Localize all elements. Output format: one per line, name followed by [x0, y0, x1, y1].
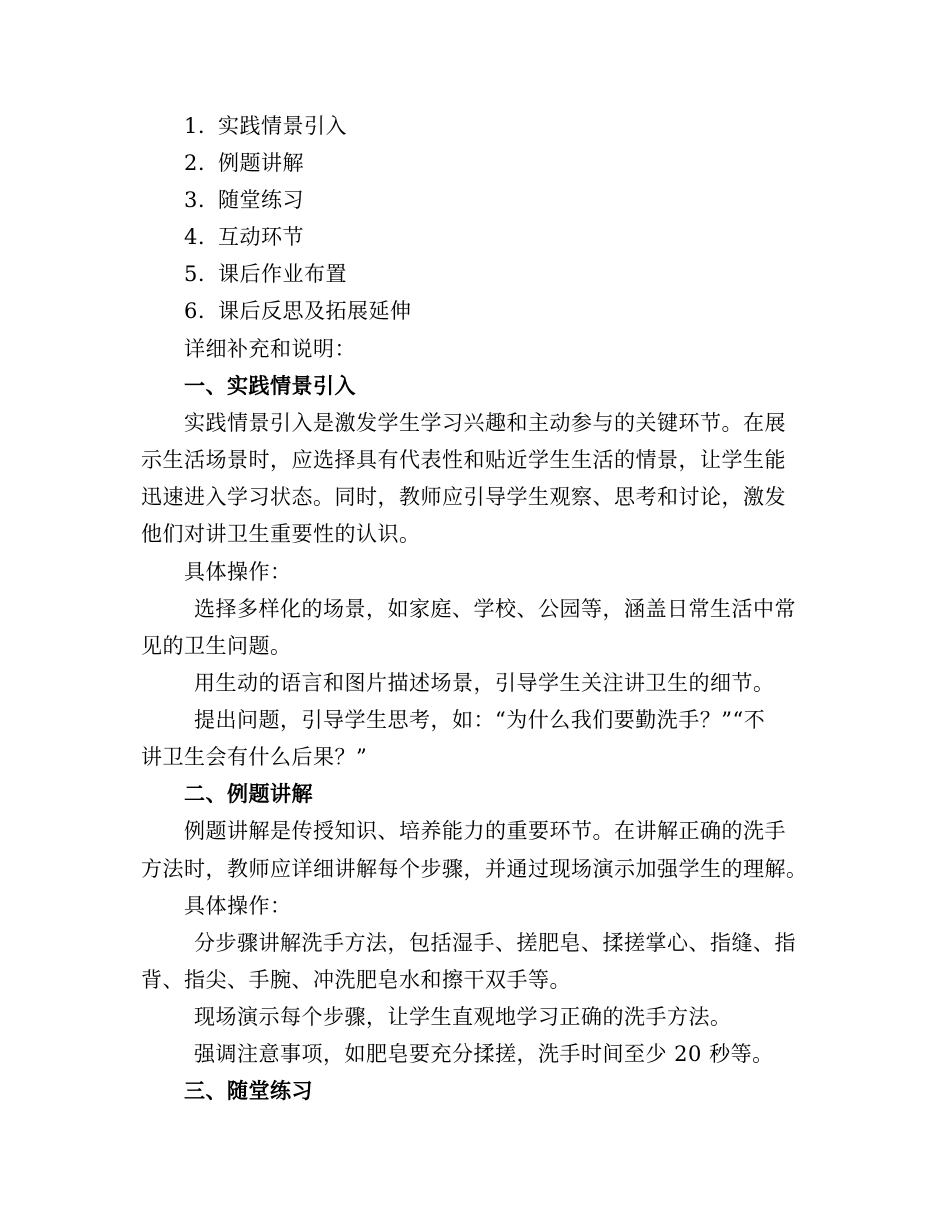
outline-item: 5. 课后作业布置 [184, 262, 347, 286]
paragraph-line: 示生活场景时，应选择具有代表性和贴近学生生活的情景，让学生能 [141, 448, 786, 472]
outline-item: 6. 课后反思及拓展延伸 [184, 299, 412, 323]
intro-label: 详细补充和说明： [184, 337, 356, 361]
ops-line: 背、指尖、手腕、冲洗肥皂水和擦干双手等。 [141, 968, 571, 992]
ops-label: 具体操作： [184, 560, 292, 584]
paragraph-line: 迅速进入学习状态。同时，教师应引导学生观察、思考和讨论，激发 [141, 485, 786, 509]
ops-label: 具体操作： [184, 894, 292, 918]
outline-item: 1. 实践情景引入 [184, 114, 347, 138]
ops-line: 提出问题，引导学生思考，如：“为什么我们要勤洗手？”“不 [194, 708, 766, 732]
outline-item: 2. 例题讲解 [184, 151, 304, 175]
ops-line: 讲卫生会有什么后果？” [141, 745, 368, 769]
section-heading: 一、实践情景引入 [184, 373, 356, 398]
paragraph-line: 例题讲解是传授知识、培养能力的重要环节。在讲解正确的洗手 [184, 819, 786, 843]
ops-line: 现场演示每个步骤，让学生直观地学习正确的洗手方法。 [194, 1005, 732, 1029]
outline-item: 4. 互动环节 [184, 225, 304, 249]
ops-line: 用生动的语言和图片描述场景，引导学生关注讲卫生的细节。 [194, 671, 775, 695]
section-heading: 三、随堂练习 [184, 1078, 313, 1103]
ops-line: 强调注意事项，如肥皂要充分揉搓，洗手时间至少 20 秒等。 [194, 1042, 774, 1066]
ops-line: 选择多样化的场景，如家庭、学校、公园等，涵盖日常生活中常 [194, 597, 796, 621]
paragraph-line: 他们对讲卫生重要性的认识。 [141, 522, 421, 546]
paragraph-line: 方法时，教师应详细讲解每个步骤，并通过现场演示加强学生的理解。 [141, 857, 808, 881]
ops-line: 分步骤讲解洗手方法，包括湿手、搓肥皂、揉搓掌心、指缝、指 [194, 931, 796, 955]
section-heading: 二、例题讲解 [184, 781, 313, 806]
outline-item: 3. 随堂练习 [184, 188, 304, 212]
paragraph-line: 实践情景引入是激发学生学习兴趣和主动参与的关键环节。在展 [184, 411, 786, 435]
ops-line: 见的卫生问题。 [141, 634, 292, 658]
